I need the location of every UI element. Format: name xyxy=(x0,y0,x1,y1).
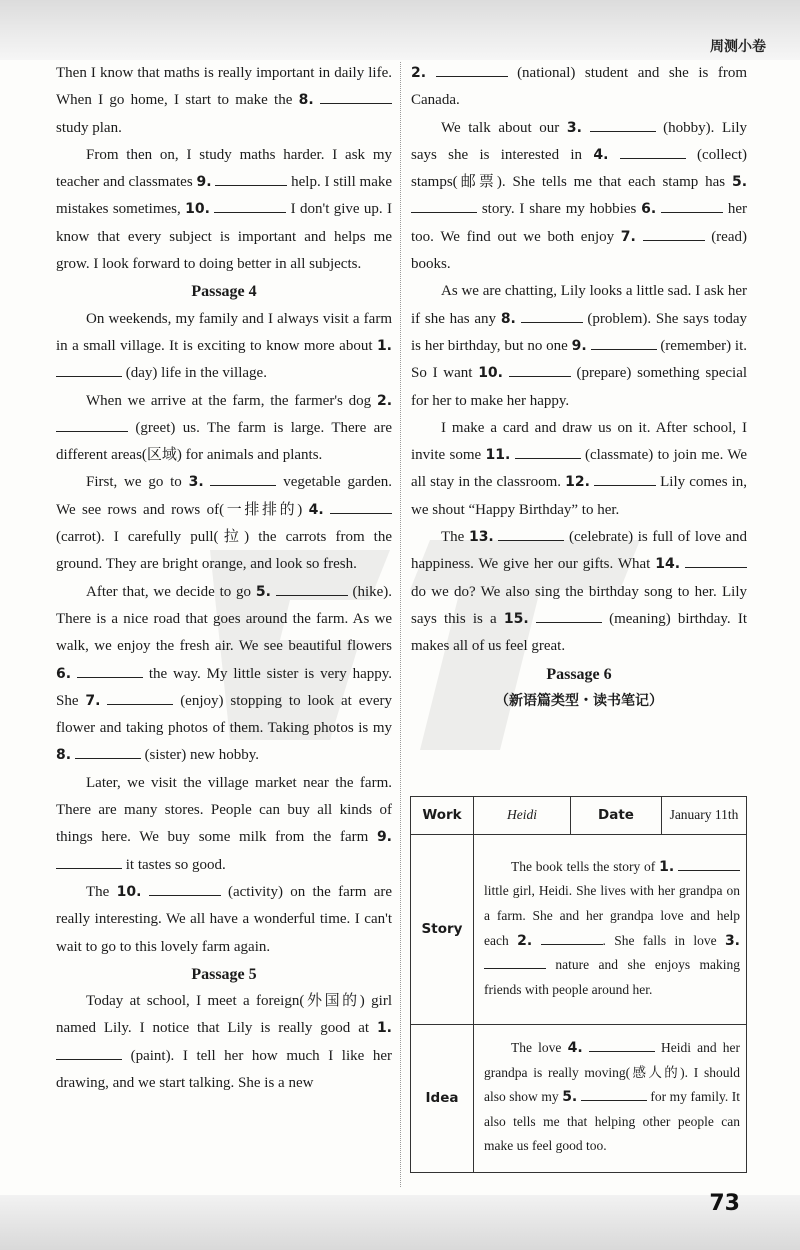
idea-label: Idea xyxy=(411,1025,474,1173)
passage4-title: Passage 4 xyxy=(191,283,257,301)
blank-field[interactable] xyxy=(320,88,392,104)
blank-field[interactable] xyxy=(536,607,602,623)
passage5-continuation: 2. (national) student and she is from Canada. xyxy=(411,60,747,115)
blank-field[interactable] xyxy=(214,197,286,213)
passage4-paragraph: After that, we decide to go 5. (hike). There is a nice road that goes around the farm. As we walk, we enjoy the fresh air. We see beautiful flowers 6. the way. My little sister is very happy. She 7. (enjoy) stopping to look at every flower and taking photos of them. Taking photos is my 8. (sister) new hobby. xyxy=(56,579,392,770)
blank-field[interactable] xyxy=(591,334,657,350)
blank-field[interactable] xyxy=(215,170,287,186)
blank-field[interactable] xyxy=(56,1044,122,1060)
passage4-paragraph: Later, we visit the village market near the farm. There are many stores. People can buy all kinds of things here. We buy some milk from the farm 9. it tastes so good. xyxy=(56,774,392,873)
passage5-paragraph: Today at school, I meet a foreign(外国的) girl named Lily. I notice that Lily is really good at 1. (paint). I tell her how much I like her drawing, and we start talking. She is a new xyxy=(56,993,393,1091)
right-column xyxy=(411,60,747,715)
left-column xyxy=(56,60,392,1097)
blank-field[interactable] xyxy=(149,880,221,896)
header-label: 周测小卷 xyxy=(710,39,766,55)
blank-field[interactable] xyxy=(685,552,747,568)
column-divider xyxy=(400,62,401,1187)
blank-field[interactable] xyxy=(56,416,128,432)
blank-field[interactable] xyxy=(590,116,656,132)
page-number: 73 xyxy=(709,1191,740,1216)
passage5-title: Passage 5 xyxy=(191,965,257,983)
blank-field[interactable] xyxy=(56,853,122,869)
idea-content: The love 4. Heidi and her grandpa is really moving(感人的). I should also show my 5. for my family. It also tells me that helping other people can make us feel good too. xyxy=(474,1025,747,1173)
passage6-title: Passage 6 xyxy=(546,665,612,683)
blank-field[interactable] xyxy=(515,443,581,459)
story-content: The book tells the story of 1. little girl, Heidi. She lives with her grandpa on a farm. She and her grandpa love and help each 2. . She falls in love 3. nature and she enjoys making friends with people around her. xyxy=(474,835,747,1025)
passage5-paragraph: I make a card and draw us on it. After school, I invite some 11. (classmate) to join me. We all stay in the classroom. 12. Lily comes in, we shout “Happy Birthday” to her. xyxy=(411,419,748,518)
blank-field[interactable] xyxy=(581,1085,647,1101)
blank-field[interactable] xyxy=(56,361,122,377)
blank-field[interactable] xyxy=(678,855,740,871)
header-band xyxy=(0,0,800,60)
blank-field[interactable] xyxy=(411,197,477,213)
reading-notes-table xyxy=(410,796,747,1173)
blank-field[interactable] xyxy=(107,689,173,705)
blank-field[interactable] xyxy=(498,525,564,541)
blank-field[interactable] xyxy=(77,662,143,678)
passage5-paragraph: We talk about our 3. (hobby). Lily says she is interested in 4. (collect) stamps(邮票). She tells me that each stamp has 5. story. I share my hobbies 6. her too. We find out we both enjoy 7. (read) books. xyxy=(411,115,747,279)
blank-field[interactable] xyxy=(620,143,686,159)
passage4-paragraph: First, we go to 3. vegetable garden. We see rows and rows of(一排排的) 4. (carrot). I carefully pull(拉) the carrots from the ground. They are bright orange, and look so fresh. xyxy=(56,469,392,578)
blank-field[interactable] xyxy=(484,953,546,969)
passage4-paragraph: The 10. (activity) on the farm are really interesting. We all have a wonderful time. I can't wait to go to this lovely farm again. xyxy=(56,879,392,961)
passage5-paragraph: As we are chatting, Lily looks a little sad. I ask her if she has any 8. (problem). She says today is her birthday, but no one 9. (remember) it. So I want 10. (prepare) something special for her to make her happy. xyxy=(411,283,748,409)
blank-field[interactable] xyxy=(436,61,508,77)
work-value: Heidi xyxy=(474,797,571,835)
blank-field[interactable] xyxy=(521,307,583,323)
blank-field[interactable] xyxy=(661,197,723,213)
passage3-paragraph: From then on, I study maths harder. I ask my teacher and classmates 9. help. I still make mistakes sometimes, 10. I don't give up. I know that every subject is important and helps me grow. I look forward to doing better in all subjects. xyxy=(56,146,393,273)
work-label: Work xyxy=(411,797,474,835)
blank-field[interactable] xyxy=(276,580,348,596)
story-label: Story xyxy=(411,835,474,1025)
date-value: January 11th xyxy=(662,797,747,835)
blank-field[interactable] xyxy=(75,743,141,759)
blank-field[interactable] xyxy=(210,470,276,486)
passage4-paragraph: On weekends, my family and I always visit a farm in a small village. It is exciting to know more about 1. (day) life in the village. xyxy=(56,310,392,382)
passage4-paragraph: When we arrive at the farm, the farmer's dog 2. (greet) us. The farm is large. There are different areas(区域) for animals and plants. xyxy=(56,392,393,464)
blank-field[interactable] xyxy=(594,470,656,486)
passage6-subtitle: （新语篇类型・读书笔记） xyxy=(495,692,663,709)
footer-band xyxy=(0,1195,800,1250)
blank-field[interactable] xyxy=(643,225,705,241)
blank-field[interactable] xyxy=(541,929,603,945)
blank-field[interactable] xyxy=(589,1036,655,1052)
blank-field[interactable] xyxy=(509,361,571,377)
passage5-paragraph: The 13. (celebrate) is full of love and happiness. We give her our gifts. What 14. do we do? We also sing the birthday song to her. Lily says this is a 15. (meaning) birthday. It makes all of us feel great. xyxy=(411,524,747,660)
passage3-continuation: Then I know that maths is really important in daily life. When I go home, I start to make the 8. study plan. xyxy=(56,65,392,136)
date-label: Date xyxy=(571,797,662,835)
blank-field[interactable] xyxy=(330,498,392,514)
